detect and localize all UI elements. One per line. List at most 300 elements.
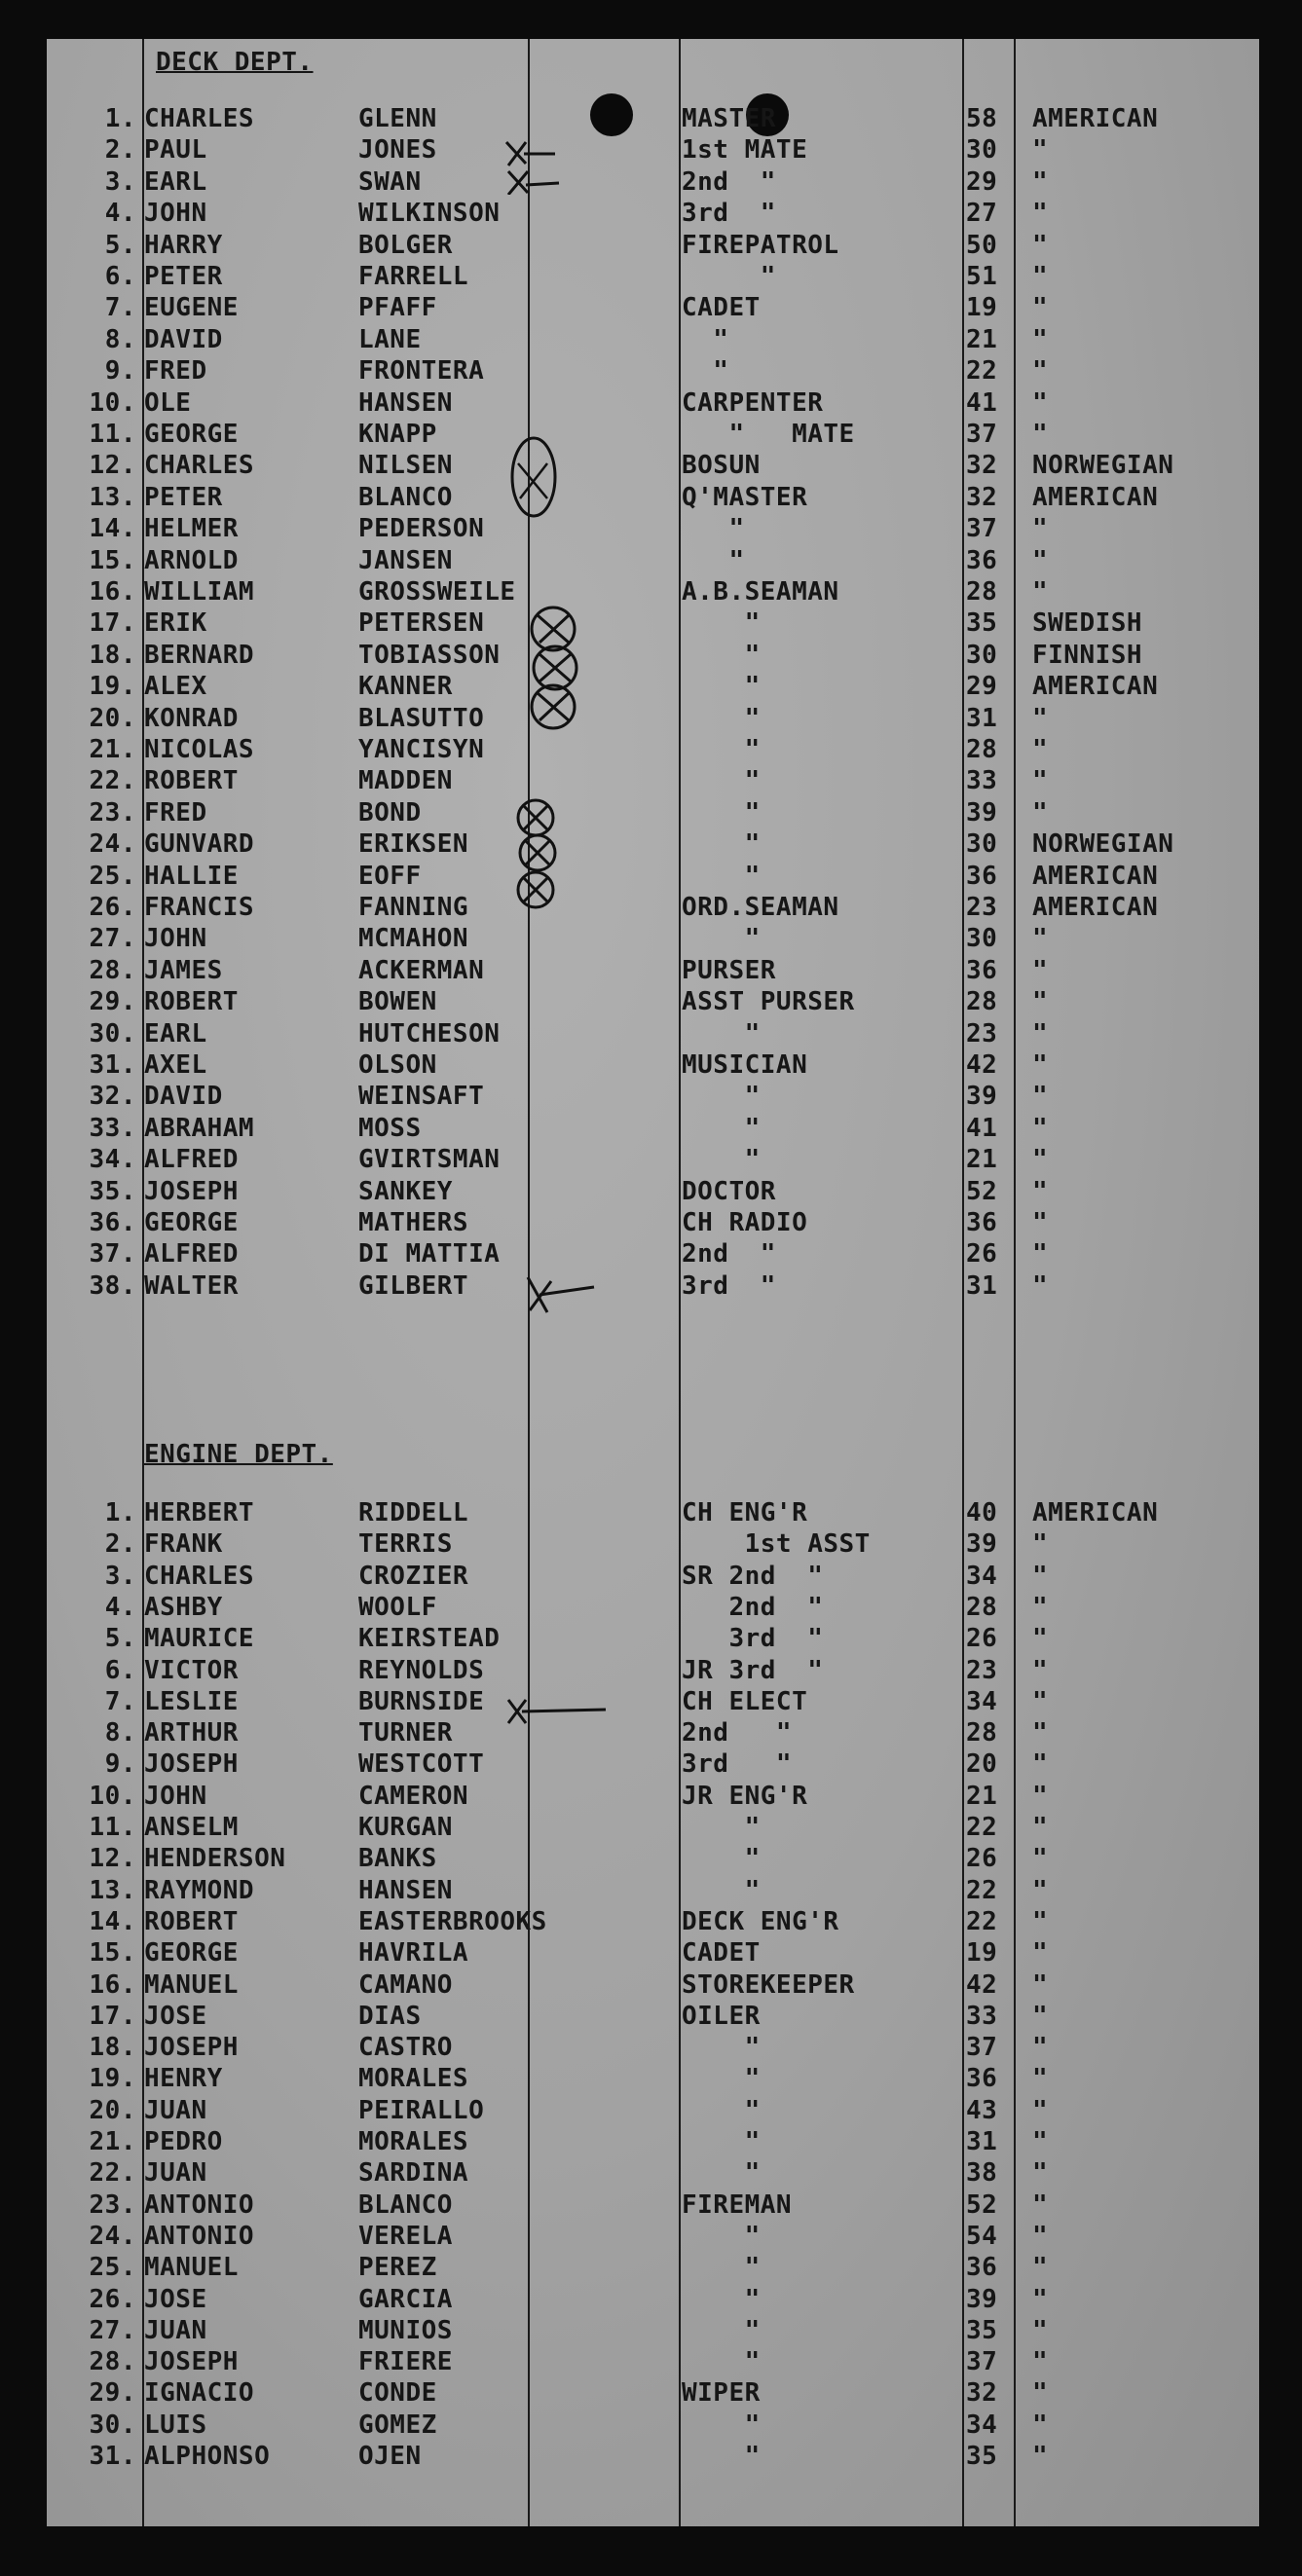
row-number: 34. [89, 1145, 136, 1175]
nationality: " [1032, 1655, 1049, 1685]
last-name: HANSEN [358, 387, 453, 418]
nationality: " [1032, 1749, 1049, 1780]
rating: " [682, 608, 761, 639]
row-number: 31. [89, 2442, 136, 2471]
crew-row [47, 2441, 1259, 2472]
nationality: " [1032, 1624, 1049, 1654]
age: 52 [966, 2190, 998, 2220]
crew-row [47, 387, 1259, 419]
age: 37 [966, 2347, 998, 2377]
nationality: " [1032, 987, 1049, 1017]
rating: " [682, 861, 761, 891]
age: 28 [966, 577, 998, 607]
last-name: TOBIASSON [358, 640, 501, 670]
first-name: ANTONIO [144, 2221, 255, 2251]
last-name: CROZIER [358, 1561, 469, 1591]
nationality: " [1032, 387, 1049, 418]
row-number: 18. [89, 2033, 136, 2063]
row-number: 9. [104, 356, 136, 386]
first-name: JUAN [144, 2315, 207, 2345]
last-name: GARCIA [358, 2284, 453, 2314]
nationality: " [1032, 1781, 1049, 1811]
rating: " [682, 1018, 761, 1049]
crew-row [47, 2377, 1259, 2409]
rating: " [682, 1844, 761, 1874]
age: 33 [966, 2001, 998, 2031]
nationality: " [1032, 1875, 1049, 1905]
row-number: 11. [89, 1813, 136, 1842]
age: 39 [966, 1529, 998, 1560]
handwritten-x-mark [501, 136, 569, 195]
first-name: MANUEL [144, 2253, 239, 2283]
crew-row [47, 703, 1259, 734]
age: 31 [966, 1270, 998, 1301]
first-name: JOSE [144, 2284, 207, 2314]
row-number: 15. [89, 1938, 136, 1969]
rating: " [682, 2221, 761, 2251]
crew-row [47, 1081, 1259, 1112]
first-name: ALFRED [144, 1145, 239, 1175]
last-name: MATHERS [358, 1208, 469, 1237]
rating: " [682, 2315, 761, 2345]
nationality: " [1032, 1718, 1049, 1748]
deck-dept-heading: DECK DEPT. [156, 48, 314, 77]
crew-row [47, 1843, 1259, 1874]
row-number: 16. [89, 1969, 136, 2000]
age: 34 [966, 1686, 998, 1716]
last-name: RIDDELL [358, 1498, 469, 1527]
age: 39 [966, 797, 998, 828]
crew-row [47, 2032, 1259, 2063]
engine-dept-heading: ENGINE DEPT. [144, 1440, 333, 1469]
last-name: CAMANO [358, 1969, 453, 2000]
first-name: HERBERT [144, 1498, 255, 1527]
crew-row [47, 1528, 1259, 1560]
first-name: JOSEPH [144, 2347, 239, 2377]
row-number: 33. [89, 1113, 136, 1143]
row-number: 3. [104, 166, 136, 197]
rating: " [682, 2442, 761, 2471]
row-number: 4. [104, 199, 136, 229]
rating: MUSICIAN [682, 1050, 808, 1080]
nationality: " [1032, 2158, 1049, 2189]
first-name: CHARLES [144, 451, 255, 481]
nationality: " [1032, 577, 1049, 607]
row-number: 29. [89, 987, 136, 1017]
last-name: WILKINSON [358, 199, 501, 229]
age: 20 [966, 1749, 998, 1780]
crew-row [47, 576, 1259, 607]
age: 32 [966, 482, 998, 512]
rating: JR 3rd " [682, 1655, 824, 1685]
row-number: 10. [89, 1781, 136, 1811]
nationality: FINNISH [1032, 640, 1143, 670]
nationality: " [1032, 1561, 1049, 1591]
last-name: HUTCHESON [358, 1018, 501, 1049]
nationality: " [1032, 514, 1049, 544]
nationality: " [1032, 2284, 1049, 2314]
row-number: 22. [89, 766, 136, 796]
first-name: GEORGE [144, 1938, 239, 1969]
row-number: 24. [89, 829, 136, 860]
rating: OILER [682, 2001, 761, 2031]
row-number: 28. [89, 2347, 136, 2377]
crew-row [47, 198, 1259, 229]
rating: 2nd " [682, 1239, 776, 1270]
nationality: " [1032, 199, 1049, 229]
last-name: ACKERMAN [358, 955, 485, 985]
nationality: " [1032, 2410, 1049, 2440]
rating: " [682, 703, 761, 733]
first-name: KONRAD [144, 703, 239, 733]
first-name: ROBERT [144, 987, 239, 1017]
rating: " [682, 1145, 761, 1175]
rating: " [682, 797, 761, 828]
handwritten-circles-mark [508, 798, 567, 915]
age: 23 [966, 1018, 998, 1049]
age: 35 [966, 2442, 998, 2471]
nationality: " [1032, 1906, 1049, 1936]
last-name: BURNSIDE [358, 1686, 485, 1716]
rating: " [682, 672, 761, 702]
age: 29 [966, 166, 998, 197]
age: 43 [966, 2095, 998, 2125]
crew-row [47, 355, 1259, 386]
last-name: KURGAN [358, 1813, 453, 1842]
crew-row [47, 1592, 1259, 1623]
crew-row [47, 2315, 1259, 2346]
row-number: 36. [89, 1208, 136, 1237]
rating: " [682, 324, 729, 354]
nationality: " [1032, 2253, 1049, 2283]
crew-row [47, 2126, 1259, 2157]
last-name: MUNIOS [358, 2315, 453, 2345]
last-name: BLANCO [358, 482, 453, 512]
crew-row [47, 2063, 1259, 2094]
rating: 2nd " [682, 166, 776, 197]
rating: FIREPATROL [682, 230, 839, 260]
nationality: " [1032, 1239, 1049, 1270]
nationality: " [1032, 2315, 1049, 2345]
age: 22 [966, 356, 998, 386]
first-name: ANTONIO [144, 2190, 255, 2220]
crew-row [47, 2157, 1259, 2189]
last-name: GILBERT [358, 1270, 469, 1301]
age: 36 [966, 955, 998, 985]
nationality: " [1032, 1176, 1049, 1206]
last-name: KNAPP [358, 420, 437, 449]
row-number: 3. [104, 1561, 136, 1591]
age: 36 [966, 2253, 998, 2283]
row-number: 18. [89, 640, 136, 670]
age: 32 [966, 451, 998, 481]
rating: " [682, 829, 761, 860]
last-name: GOMEZ [358, 2410, 437, 2440]
row-number: 5. [104, 230, 136, 260]
crew-row [47, 419, 1259, 450]
first-name: EUGENE [144, 293, 239, 323]
nationality: " [1032, 230, 1049, 260]
row-number: 21. [89, 2127, 136, 2156]
crew-row [47, 1748, 1259, 1780]
rating: " [682, 2095, 761, 2125]
row-number: 7. [104, 293, 136, 323]
crew-row [47, 545, 1259, 576]
rating: MASTER [682, 104, 776, 133]
nationality: " [1032, 797, 1049, 828]
first-name: PETER [144, 262, 223, 291]
row-number: 23. [89, 797, 136, 828]
age: 34 [966, 1561, 998, 1591]
last-name: DIAS [358, 2001, 422, 2031]
last-name: EASTERBROOKS [358, 1906, 547, 1936]
nationality: AMERICAN [1032, 672, 1159, 702]
last-name: KEIRSTEAD [358, 1624, 501, 1654]
first-name: ROBERT [144, 1906, 239, 1936]
crew-row [47, 1781, 1259, 1812]
nationality: " [1032, 356, 1049, 386]
age: 19 [966, 1938, 998, 1969]
crew-row [47, 797, 1259, 828]
rating: JR ENG'R [682, 1781, 808, 1811]
rating: " [682, 1082, 761, 1112]
rating: ASST PURSER [682, 987, 855, 1017]
row-number: 35. [89, 1176, 136, 1206]
rating: 2nd " [682, 1592, 824, 1622]
crew-row [47, 923, 1259, 954]
rating: CH RADIO [682, 1208, 808, 1237]
age: 28 [966, 735, 998, 764]
first-name: JOSEPH [144, 1176, 239, 1206]
rating: PURSER [682, 955, 776, 985]
last-name: JANSEN [358, 545, 453, 575]
first-name: GEORGE [144, 420, 239, 449]
last-name: GLENN [358, 104, 437, 133]
last-name: MCMAHON [358, 924, 469, 954]
row-number: 6. [104, 262, 136, 291]
nationality: " [1032, 262, 1049, 291]
rating: 1st MATE [682, 135, 808, 166]
age: 36 [966, 1208, 998, 1237]
row-number: 30. [89, 2410, 136, 2440]
age: 27 [966, 199, 998, 229]
age: 42 [966, 1050, 998, 1080]
crew-row [47, 1497, 1259, 1528]
rating: " [682, 514, 745, 544]
row-number: 22. [89, 2158, 136, 2189]
age: 50 [966, 230, 998, 260]
last-name: HANSEN [358, 1875, 453, 1905]
first-name: IGNACIO [144, 2378, 255, 2409]
crew-row [47, 828, 1259, 860]
first-name: MANUEL [144, 1969, 239, 2000]
rating: DECK ENG'R [682, 1906, 839, 1936]
last-name: WOOLF [358, 1592, 437, 1622]
row-number: 4. [104, 1592, 136, 1622]
age: 30 [966, 829, 998, 860]
age: 31 [966, 703, 998, 733]
nationality: " [1032, 2064, 1049, 2094]
rating: " [682, 924, 761, 954]
age: 36 [966, 861, 998, 891]
age: 52 [966, 1176, 998, 1206]
row-number: 6. [104, 1655, 136, 1685]
nationality: " [1032, 135, 1049, 166]
first-name: JUAN [144, 2158, 207, 2189]
crew-row [47, 261, 1259, 292]
nationality: NORWEGIAN [1032, 451, 1174, 481]
last-name: KANNER [358, 672, 453, 702]
row-number: 32. [89, 1082, 136, 1112]
last-name: TERRIS [358, 1529, 453, 1560]
age: 37 [966, 2033, 998, 2063]
crew-row [47, 607, 1259, 639]
rating: CH ENG'R [682, 1498, 808, 1527]
age: 23 [966, 1655, 998, 1685]
first-name: FRANK [144, 1529, 223, 1560]
first-name: JOHN [144, 1781, 207, 1811]
crew-row [47, 1812, 1259, 1843]
nationality: " [1032, 2095, 1049, 2125]
last-name: REYNOLDS [358, 1655, 485, 1685]
last-name: OLSON [358, 1050, 437, 1080]
crew-row [47, 230, 1259, 261]
nationality: " [1032, 1270, 1049, 1301]
age: 38 [966, 2158, 998, 2189]
last-name: WESTCOTT [358, 1749, 485, 1780]
row-number: 23. [89, 2190, 136, 2220]
row-number: 12. [89, 451, 136, 481]
nationality: " [1032, 545, 1049, 575]
age: 54 [966, 2221, 998, 2251]
row-number: 5. [104, 1624, 136, 1654]
crew-row [47, 2190, 1259, 2221]
crew-row [47, 324, 1259, 355]
crew-row [47, 1018, 1259, 1049]
last-name: BOND [358, 797, 422, 828]
row-number: 19. [89, 2064, 136, 2094]
last-name: CAMERON [358, 1781, 469, 1811]
age: 21 [966, 1145, 998, 1175]
nationality: " [1032, 2378, 1049, 2409]
first-name: ALEX [144, 672, 207, 702]
first-name: EARL [144, 166, 207, 197]
first-name: RAYMOND [144, 1875, 255, 1905]
age: 31 [966, 2127, 998, 2156]
rating: WIPER [682, 2378, 761, 2409]
nationality: " [1032, 955, 1049, 985]
age: 21 [966, 1781, 998, 1811]
crew-row [47, 1875, 1259, 1906]
row-number: 31. [89, 1050, 136, 1080]
rating: A.B.SEAMAN [682, 577, 839, 607]
nationality: " [1032, 766, 1049, 796]
age: 32 [966, 2378, 998, 2409]
nationality: SWEDISH [1032, 608, 1143, 639]
handwritten-x-mark [504, 1694, 612, 1733]
row-number: 14. [89, 514, 136, 544]
crew-row [47, 765, 1259, 796]
rating: " [682, 2284, 761, 2314]
crew-row [47, 1176, 1259, 1207]
nationality: " [1032, 2033, 1049, 2063]
crew-row [47, 2346, 1259, 2377]
nationality: " [1032, 2221, 1049, 2251]
first-name: NICOLAS [144, 735, 255, 764]
first-name: ARTHUR [144, 1718, 239, 1748]
age: 39 [966, 2284, 998, 2314]
age: 19 [966, 293, 998, 323]
row-number: 1. [104, 1498, 136, 1527]
nationality: " [1032, 1938, 1049, 1969]
nationality: " [1032, 2127, 1049, 2156]
nationality: " [1032, 1969, 1049, 2000]
rating: CH ELECT [682, 1686, 808, 1716]
last-name: PETERSEN [358, 608, 485, 639]
handwritten-check-mark [522, 1271, 610, 1330]
rating: " [682, 735, 761, 764]
last-name: MOSS [358, 1113, 422, 1143]
first-name: LESLIE [144, 1686, 239, 1716]
crew-row [47, 861, 1259, 892]
crew-row [47, 1623, 1259, 1654]
handwritten-circle-mark [504, 434, 563, 528]
crew-row [47, 955, 1259, 986]
age: 28 [966, 1718, 998, 1748]
nationality: " [1032, 324, 1049, 354]
last-name: NILSEN [358, 451, 453, 481]
row-number: 1. [104, 104, 136, 133]
row-number: 25. [89, 861, 136, 891]
age: 22 [966, 1875, 998, 1905]
first-name: ROBERT [144, 766, 239, 796]
first-name: ASHBY [144, 1592, 223, 1622]
last-name: BLANCO [358, 2190, 453, 2220]
crew-row [47, 513, 1259, 544]
rating: 3rd " [682, 1624, 824, 1654]
age: 22 [966, 1813, 998, 1842]
crew-row [47, 103, 1259, 134]
crew-row [47, 892, 1259, 923]
crew-row [47, 986, 1259, 1017]
crew-row [47, 450, 1259, 481]
age: 40 [966, 1498, 998, 1527]
row-number: 37. [89, 1239, 136, 1270]
rating: " [682, 2410, 761, 2440]
rating: " [682, 545, 745, 575]
crew-list-page [47, 39, 1259, 2526]
crew-row [47, 1655, 1259, 1686]
rating: " MATE [682, 420, 855, 449]
rating: DOCTOR [682, 1176, 776, 1206]
rating: BOSUN [682, 451, 761, 481]
age: 26 [966, 1239, 998, 1270]
crew-row [47, 482, 1259, 513]
crew-row [47, 1238, 1259, 1270]
nationality: " [1032, 1844, 1049, 1874]
crew-row [47, 1113, 1259, 1144]
rating: ORD.SEAMAN [682, 893, 839, 922]
rating: " [682, 356, 729, 386]
first-name: AXEL [144, 1050, 207, 1080]
nationality: AMERICAN [1032, 482, 1159, 512]
first-name: JUAN [144, 2095, 207, 2125]
rating: " [682, 2347, 761, 2377]
rating: " [682, 2253, 761, 2283]
last-name: BLASUTTO [358, 703, 485, 733]
first-name: HALLIE [144, 861, 239, 891]
row-number: 19. [89, 672, 136, 702]
